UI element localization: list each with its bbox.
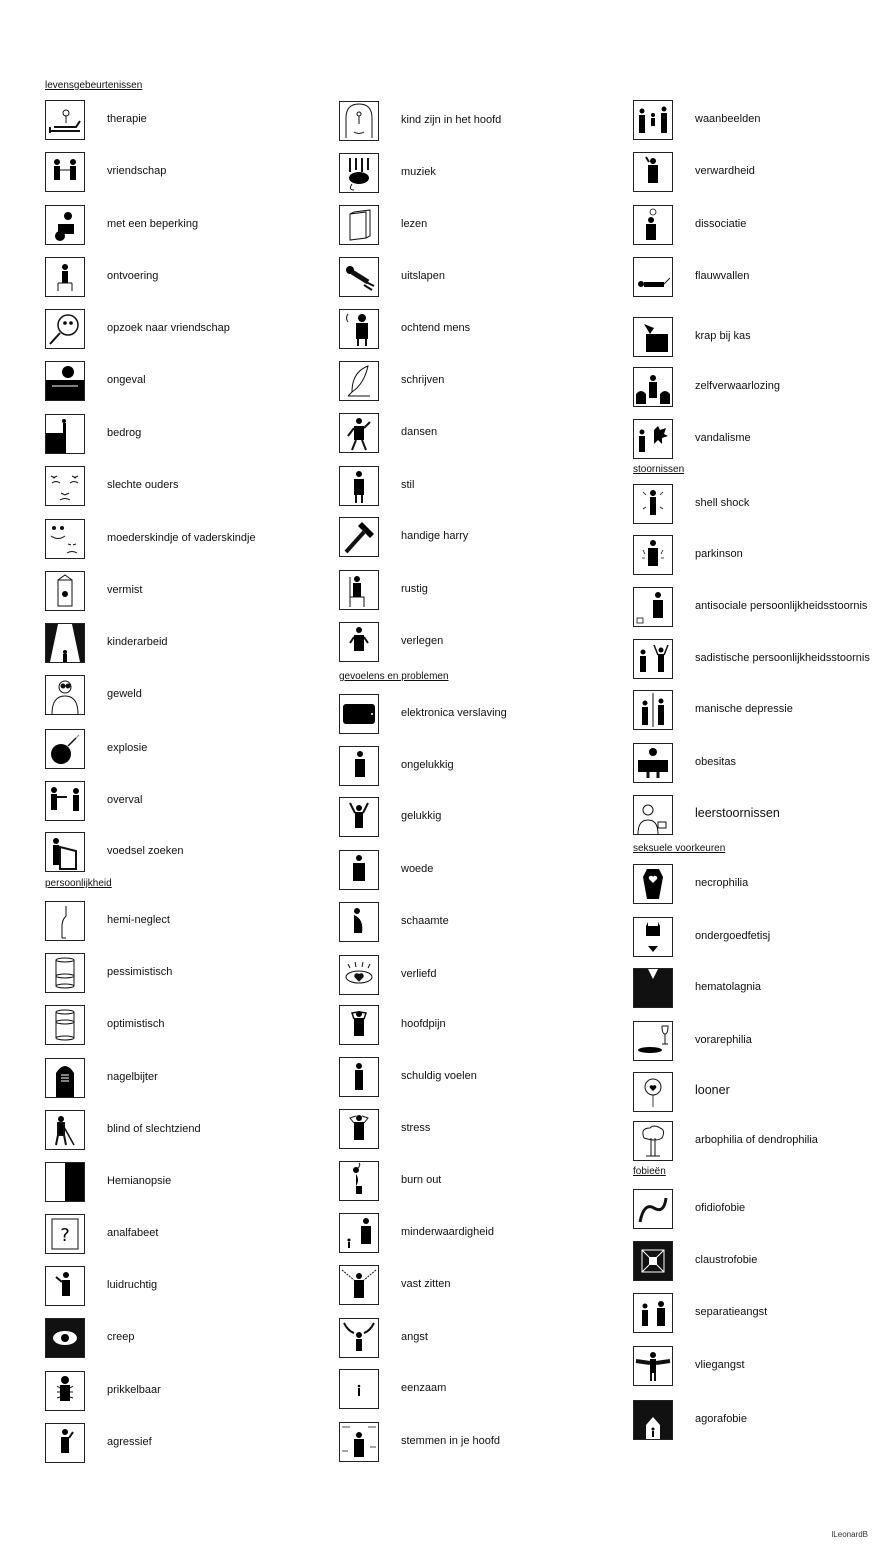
item-label: leerstoornissen	[695, 806, 780, 820]
item-label: manische depressie	[695, 703, 793, 715]
list-item	[339, 902, 599, 946]
antisocial-icon	[633, 587, 673, 627]
quiet-person-icon	[339, 466, 379, 506]
list-item	[339, 694, 599, 738]
list-item	[45, 571, 305, 615]
item-label: ochtend mens	[401, 322, 471, 334]
list-item	[339, 746, 599, 790]
list-item	[633, 1121, 873, 1165]
list-item	[633, 367, 873, 411]
item-label: vliegangst	[695, 1359, 745, 1371]
open-door-icon	[633, 1400, 673, 1440]
child-labor-icon	[45, 623, 85, 663]
delusions-icon	[633, 100, 673, 140]
item-label: slechte ouders	[107, 479, 179, 491]
milk-carton-icon	[45, 571, 85, 611]
food-search-icon	[45, 832, 85, 872]
list-item	[45, 1214, 305, 1258]
item-label: lezen	[401, 218, 428, 230]
column-3	[633, 0, 873, 1553]
item-label: therapie	[107, 113, 147, 125]
sleeping-person-icon	[339, 257, 379, 297]
list-item	[45, 729, 305, 773]
list-item	[633, 257, 873, 301]
spiky-person-icon	[45, 1371, 85, 1411]
list-item	[45, 781, 305, 825]
item-label: gelukkig	[401, 810, 442, 822]
headache-icon	[339, 1005, 379, 1045]
list-item	[339, 101, 599, 145]
list-item	[633, 743, 873, 787]
unhappy-person-icon	[339, 746, 379, 786]
learning-disorder-icon	[633, 795, 673, 835]
therapy-couch-icon	[45, 100, 85, 140]
tree-icon	[633, 1121, 673, 1161]
item-label: nagelbijter	[107, 1071, 158, 1083]
manic-depression-icon	[633, 690, 673, 730]
item-label: vandalisme	[695, 432, 751, 444]
list-item	[633, 205, 873, 249]
item-label: blind of slechtziend	[107, 1123, 201, 1135]
glass-half-empty-icon	[45, 953, 85, 993]
item-label: prikkelbaar	[107, 1384, 161, 1396]
burnout-icon	[339, 1161, 379, 1201]
item-label: verliefd	[401, 968, 437, 980]
eye-icon	[45, 1318, 85, 1358]
item-label: looner	[695, 1083, 730, 1097]
list-item	[633, 484, 873, 528]
item-label: schuldig voelen	[401, 1070, 477, 1082]
item-label: shell shock	[695, 497, 750, 509]
hammer-icon	[339, 517, 379, 557]
balloon-heart-icon	[633, 1072, 673, 1112]
list-item	[45, 675, 305, 719]
dissociation-icon	[633, 205, 673, 245]
item-label: hoofdpijn	[401, 1018, 446, 1030]
item-label: dansen	[401, 426, 438, 438]
item-label: flauwvallen	[695, 270, 750, 282]
list-item	[339, 153, 599, 197]
item-label: angst	[401, 1331, 428, 1343]
item-label: geweld	[107, 688, 142, 700]
item-label: analfabeet	[107, 1227, 159, 1239]
item-label: kinderarbeid	[107, 636, 168, 648]
item-label: voedsel zoeken	[107, 845, 184, 857]
wheelchair-icon	[45, 205, 85, 245]
item-label: Hemianopsie	[107, 1175, 172, 1187]
list-item	[45, 623, 305, 667]
list-item	[633, 917, 873, 961]
item-label: woede	[401, 863, 434, 875]
magnifier-friends-icon	[45, 309, 85, 349]
list-item	[339, 850, 599, 894]
accident-icon	[45, 361, 85, 401]
list-item	[633, 1400, 873, 1444]
question-mark-icon	[45, 1214, 85, 1254]
list-item	[633, 535, 873, 579]
item-label: hematolagnia	[695, 981, 762, 993]
item-label: kind zijn in het hoofd	[401, 114, 502, 126]
list-item	[633, 1293, 873, 1337]
list-item	[633, 152, 873, 196]
item-label: optimistisch	[107, 1018, 165, 1030]
fingernail-icon	[45, 1058, 85, 1098]
item-label: muziek	[401, 166, 436, 178]
item-label: krap bij kas	[695, 330, 751, 342]
item-label: stemmen in je hoofd	[401, 1435, 501, 1447]
list-item	[45, 1005, 305, 1049]
list-item	[339, 797, 599, 841]
item-label: handige harry	[401, 530, 469, 542]
item-label: explosie	[107, 742, 148, 754]
svg-text:?: ?	[60, 1225, 70, 1246]
item-label: ofidiofobie	[695, 1202, 746, 1214]
voices-icon	[339, 1422, 379, 1462]
quill-icon	[339, 361, 379, 401]
angry-person-icon	[339, 850, 379, 890]
blind-cane-icon	[45, 1110, 85, 1150]
item-label: pessimistisch	[107, 966, 173, 978]
lonely-person-icon	[339, 1369, 379, 1409]
list-item	[45, 1110, 305, 1154]
list-item	[45, 901, 305, 945]
item-label: verlegen	[401, 635, 444, 647]
list-item	[633, 1346, 873, 1390]
list-item	[633, 968, 873, 1012]
list-item	[339, 1369, 599, 1413]
confusion-icon	[633, 152, 673, 192]
item-label: ontvoering	[107, 270, 159, 282]
list-item	[339, 361, 599, 405]
item-label: ongeval	[107, 374, 146, 386]
ashamed-person-icon	[339, 902, 379, 942]
aggressive-person-icon	[45, 1423, 85, 1463]
vandalism-icon	[633, 419, 673, 459]
list-item	[339, 1318, 599, 1362]
stressed-person-icon	[339, 1109, 379, 1149]
item-label: bedrog	[107, 427, 142, 439]
half-black-icon	[45, 1162, 85, 1202]
item-label: waanbeelden	[695, 113, 761, 125]
item-label: opzoek naar vriendschap	[107, 322, 230, 334]
item-label: stil	[401, 479, 415, 491]
sitting-person-icon	[339, 570, 379, 610]
item-label: moederskindje of vaderskindje	[107, 532, 256, 544]
list-item	[633, 317, 873, 361]
bagpipes-icon	[339, 153, 379, 193]
list-item	[339, 1005, 599, 1049]
dancing-person-icon	[339, 413, 379, 453]
closed-box-icon	[633, 1241, 673, 1281]
item-label: vermist	[107, 584, 143, 596]
violence-icon	[45, 675, 85, 715]
list-item	[339, 955, 599, 999]
list-item	[633, 1072, 873, 1116]
item-label: vorarephilia	[695, 1034, 752, 1046]
list-item	[633, 419, 873, 463]
section-heading-persoonlijkheid: persoonlijkheid	[45, 878, 112, 889]
morning-person-icon	[339, 309, 379, 349]
list-item	[633, 100, 873, 144]
list-item	[633, 639, 873, 683]
bomb-icon	[45, 729, 85, 769]
list-item	[45, 832, 305, 876]
item-label: luidruchtig	[107, 1279, 158, 1291]
list-item	[339, 1161, 599, 1205]
item-label: separatieangst	[695, 1306, 768, 1318]
coffin-heart-icon	[633, 864, 673, 904]
airplane-person-icon	[633, 1346, 673, 1386]
list-item	[633, 1189, 873, 1233]
trembling-person-icon	[633, 535, 673, 575]
item-label: uitslapen	[401, 270, 446, 282]
item-label: eenzaam	[401, 1382, 447, 1394]
glass-half-full-icon	[45, 1005, 85, 1045]
fainting-icon	[633, 257, 673, 297]
list-item	[45, 953, 305, 997]
list-item	[339, 205, 599, 249]
item-label: agorafobie	[695, 1413, 747, 1425]
friendship-icon	[45, 152, 85, 192]
list-item	[45, 1058, 305, 1102]
item-label: necrophilia	[695, 877, 749, 889]
item-label: vast zitten	[401, 1278, 451, 1290]
list-item	[45, 1318, 305, 1362]
list-item	[339, 570, 599, 614]
item-label: hemi-neglect	[107, 914, 170, 926]
kidnapping-icon	[45, 257, 85, 297]
item-label: claustrofobie	[695, 1254, 758, 1266]
empty-wallet-icon	[633, 317, 673, 357]
parent-child-faces-icon	[45, 519, 85, 559]
section-heading-fobieen: fobieën	[633, 1166, 666, 1177]
list-item	[45, 205, 305, 249]
self-neglect-icon	[633, 367, 673, 407]
list-item	[45, 519, 305, 563]
sadistic-icon	[633, 639, 673, 679]
hemi-neglect-icon	[45, 901, 85, 941]
item-label: vriendschap	[107, 165, 167, 177]
list-item	[633, 1241, 873, 1285]
list-item	[339, 1213, 599, 1257]
list-item	[45, 257, 305, 301]
list-item	[45, 466, 305, 510]
column-1	[45, 0, 305, 1553]
list-item	[45, 1423, 305, 1467]
item-label: rustig	[401, 583, 428, 595]
inferiority-icon	[339, 1213, 379, 1253]
list-item	[633, 864, 873, 908]
fear-icon	[339, 1318, 379, 1358]
item-label: minderwaardigheid	[401, 1226, 494, 1238]
stuck-person-icon	[339, 1265, 379, 1305]
phone-icon	[339, 694, 379, 734]
item-label: stress	[401, 1122, 431, 1134]
book-icon	[339, 205, 379, 245]
list-item	[339, 1057, 599, 1101]
eye-heart-icon	[339, 955, 379, 995]
section-heading-stoornissen: stoornissen	[633, 464, 685, 475]
item-label: met een beperking	[107, 218, 199, 230]
author-signature: lLeonardB	[831, 1530, 868, 1539]
list-item	[45, 152, 305, 196]
list-item	[45, 309, 305, 353]
list-item	[45, 1162, 305, 1206]
happy-person-icon	[339, 797, 379, 837]
item-label: parkinson	[695, 548, 743, 560]
item-label: arbophilia of dendrophilia	[695, 1134, 818, 1146]
item-label: zelfverwaarlozing	[695, 380, 780, 392]
list-item	[339, 413, 599, 457]
list-item	[633, 690, 873, 734]
section-heading-seksuele-voorkeuren: seksuele voorkeuren	[633, 843, 726, 854]
item-label: agressief	[107, 1436, 152, 1448]
list-item	[633, 795, 873, 839]
shy-person-icon	[339, 622, 379, 662]
bad-parents-faces-icon	[45, 466, 85, 506]
item-label: ondergoedfetisj	[695, 930, 771, 942]
list-item	[45, 1266, 305, 1310]
item-label: ongelukkig	[401, 759, 454, 771]
blood-icon	[633, 968, 673, 1008]
item-label: sadistische persoonlijkheidsstoornis	[695, 652, 870, 664]
child-in-head-icon	[339, 101, 379, 141]
list-item	[633, 587, 873, 631]
item-label: creep	[107, 1331, 135, 1343]
list-item	[339, 466, 599, 510]
item-label: obesitas	[695, 756, 736, 768]
guilty-person-icon	[339, 1057, 379, 1097]
snake-icon	[633, 1189, 673, 1229]
loud-person-icon	[45, 1266, 85, 1306]
list-item	[339, 517, 599, 561]
item-label: elektronica verslaving	[401, 707, 507, 719]
list-item	[633, 1021, 873, 1065]
plate-glass-icon	[633, 1021, 673, 1061]
item-label: schaamte	[401, 915, 449, 927]
section-heading-gevoelens-en-problemen: gevoelens en problemen	[339, 671, 449, 682]
list-item	[339, 622, 599, 666]
list-item	[45, 361, 305, 405]
item-label: verwardheid	[695, 165, 755, 177]
shell-shock-icon	[633, 484, 673, 524]
list-item	[45, 414, 305, 458]
obese-person-icon	[633, 743, 673, 783]
list-item	[339, 257, 599, 301]
section-heading-levensgebeurtenissen: levensgebeurtenissen	[45, 80, 143, 91]
list-item	[339, 309, 599, 353]
list-item	[339, 1422, 599, 1466]
list-item	[339, 1109, 599, 1153]
list-item	[45, 1371, 305, 1415]
deception-icon	[45, 414, 85, 454]
list-item	[339, 1265, 599, 1309]
item-label: burn out	[401, 1174, 442, 1186]
separation-icon	[633, 1293, 673, 1333]
item-label: dissociatie	[695, 218, 747, 230]
item-label: overval	[107, 794, 143, 806]
robbery-icon	[45, 781, 85, 821]
list-item	[45, 100, 305, 144]
column-2	[339, 0, 599, 1553]
item-label: antisociale persoonlijkheidsstoornis	[695, 600, 868, 612]
item-label: schrijven	[401, 374, 445, 386]
underwear-icon	[633, 917, 673, 957]
